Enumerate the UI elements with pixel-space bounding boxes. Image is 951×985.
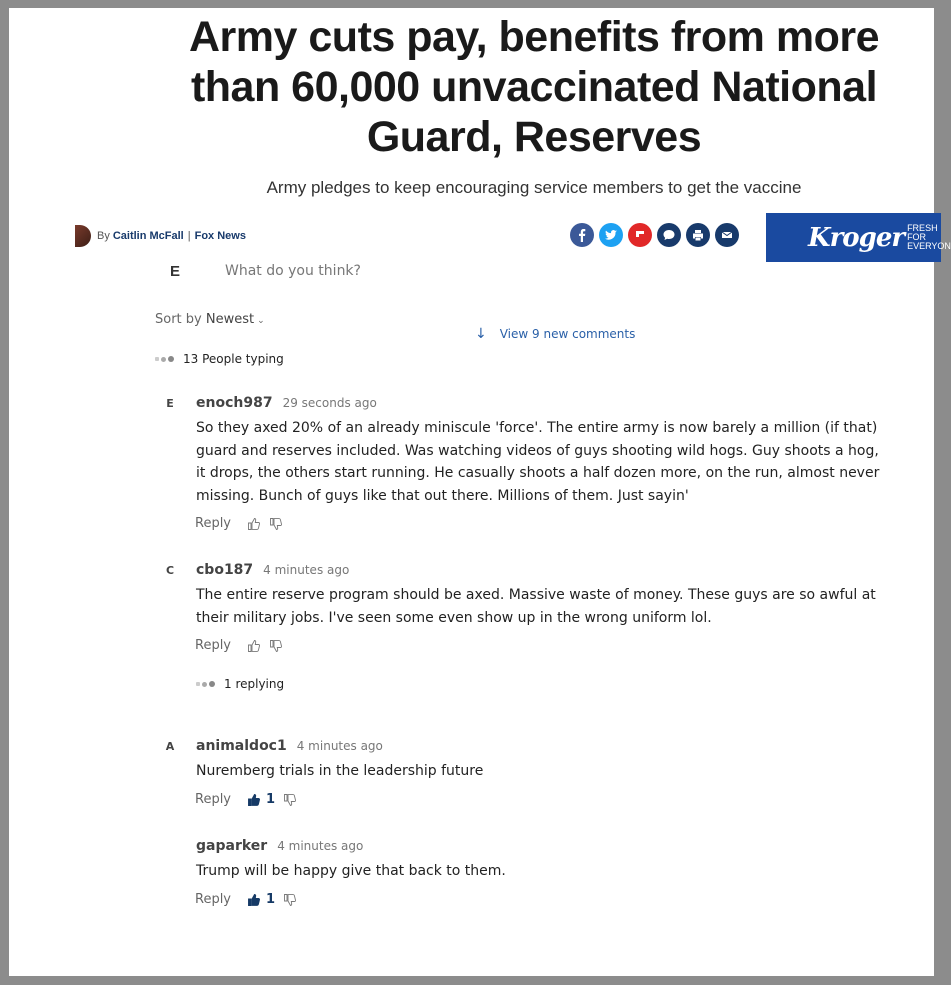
like-count: 1: [266, 792, 276, 807]
typing-dots-icon: [155, 356, 176, 362]
flipboard-icon[interactable]: [628, 223, 652, 247]
reply-button[interactable]: Reply: [195, 792, 232, 807]
comment-timestamp: 4 minutes ago: [263, 563, 350, 577]
arrow-down-icon: ↓: [475, 326, 487, 342]
view-new-comments-label: View 9 new comments: [499, 327, 636, 341]
ad-brand: Kroger: [808, 222, 905, 253]
comment-actions: [195, 892, 305, 907]
user-avatar: E: [169, 262, 180, 280]
reply-typing-text: 1 replying: [224, 677, 285, 691]
sort-value: Newest: [205, 312, 255, 327]
comment-actions: [195, 638, 291, 653]
print-icon[interactable]: [686, 223, 710, 247]
sort-dropdown[interactable]: [155, 312, 265, 327]
comment-username[interactable]: animaldoc1: [196, 738, 287, 754]
reply-typing-indicator: [196, 677, 284, 691]
chevron-down-icon: ⌄: [257, 316, 265, 326]
typing-indicator: [155, 352, 284, 366]
comment-actions: [195, 516, 291, 531]
article-headline: Army cuts pay, benefits from more than 60,000 unvaccinated National Guard, Reserves: [189, 13, 879, 161]
thumbs-up-icon[interactable]: [247, 639, 261, 653]
comment-item: [159, 562, 899, 702]
byline: [75, 223, 246, 249]
comment-timestamp: 29 seconds ago: [282, 396, 377, 410]
thumbs-down-icon[interactable]: [269, 639, 283, 653]
comment-body: The entire reserve program should be axed. Massive waste of money. These guys are so awful at their military jobs. I've seen some even show up in the wrong uniform lol.: [196, 587, 876, 626]
comment-composer: [164, 258, 625, 284]
reply-button[interactable]: Reply: [195, 892, 232, 907]
sort-label: Sort by: [155, 312, 202, 327]
commenter-avatar: [159, 840, 181, 856]
reply-button[interactable]: Reply: [195, 638, 232, 653]
kroger-ad-banner[interactable]: [766, 213, 951, 262]
comment-item: [159, 738, 899, 818]
view-new-comments-button[interactable]: [475, 326, 635, 342]
commenter-avatar: A: [165, 740, 175, 753]
browser-viewport: [9, 8, 951, 976]
thumbs-up-icon[interactable]: [247, 892, 275, 907]
comment-body: Nuremberg trials in the leadership future: [196, 763, 484, 779]
typing-text: 13 People typing: [183, 352, 284, 366]
thumbs-up-icon[interactable]: [247, 517, 261, 531]
author-link[interactable]: Caitlin McFall: [112, 230, 184, 242]
thumbs-down-icon[interactable]: [283, 893, 297, 907]
typing-dots-icon: [196, 681, 217, 687]
reply-button[interactable]: Reply: [195, 516, 232, 531]
twitter-icon[interactable]: [599, 223, 623, 247]
comment-username[interactable]: enoch987: [196, 395, 273, 411]
thumbs-down-icon[interactable]: [269, 517, 283, 531]
comment-input[interactable]: [225, 258, 625, 284]
email-icon[interactable]: [715, 223, 739, 247]
byline-separator: |: [187, 230, 191, 242]
ad-tagline: FRESH FOR EVERYON: [907, 223, 951, 251]
comment-icon[interactable]: [657, 223, 681, 247]
like-count: 1: [266, 892, 276, 907]
comment-item: [159, 395, 899, 535]
comment-timestamp: 4 minutes ago: [296, 739, 383, 753]
comment-timestamp: 4 minutes ago: [277, 839, 364, 853]
commenter-avatar: C: [165, 564, 175, 577]
page-content: [9, 8, 951, 907]
comment-item: [159, 838, 899, 918]
thumbs-up-icon[interactable]: [247, 792, 275, 807]
author-avatar: [75, 225, 91, 247]
commenter-avatar: E: [166, 397, 174, 410]
comment-body: Trump will be happy give that back to them.: [196, 863, 506, 879]
comment-username[interactable]: gaparker: [196, 838, 268, 854]
outlet-link[interactable]: Fox News: [194, 230, 246, 242]
article-subheadline: Army pledges to keep encouraging service members to get the vaccine: [266, 178, 802, 197]
thumbs-down-icon[interactable]: [283, 793, 297, 807]
comment-username[interactable]: cbo187: [196, 562, 254, 578]
comment-actions: [195, 792, 305, 807]
share-bar: [570, 223, 739, 247]
byline-by: By: [97, 230, 110, 242]
comment-body: So they axed 20% of an already miniscule 'force'. The entire army is now barely a million (if that) guard and reserves included. Was watching videos of guys shooting wild hogs. Guy shoots a hog, it drops, the others start running. He casually shoots a half dozen more, on the run, almost never missing. Bunch of guys like that out there. Millions of them. Just sayin': [196, 420, 880, 504]
facebook-icon[interactable]: [570, 223, 594, 247]
